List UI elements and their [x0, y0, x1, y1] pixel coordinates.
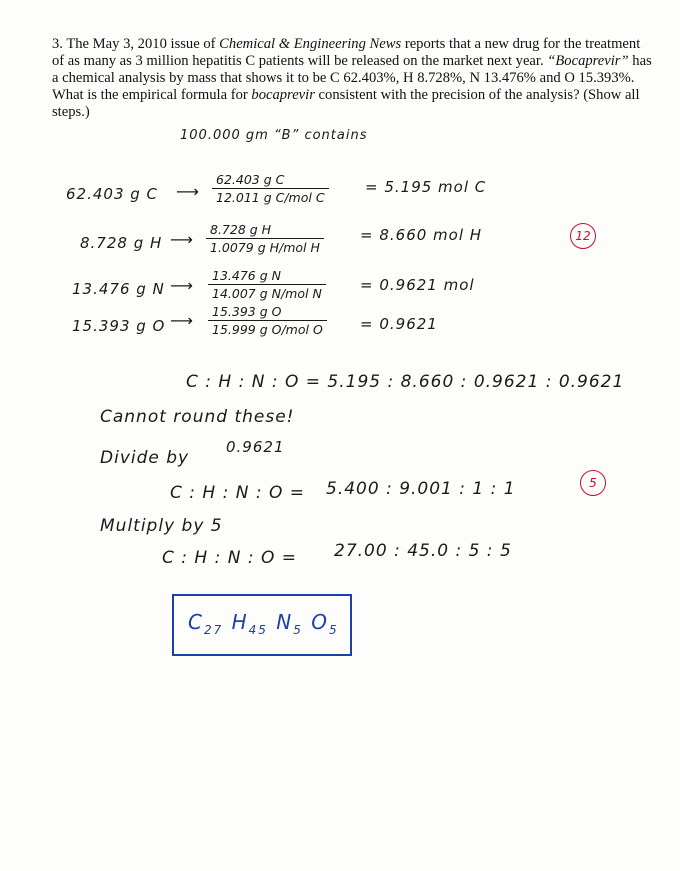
result-n: = 0.9621 mol [360, 276, 475, 294]
fraction-h-den: 1.0079 g H/mol H [210, 240, 320, 255]
formula-c: C [188, 610, 204, 634]
drug-name-quoted: “Bocaprevir” [547, 53, 629, 69]
score-circle-b: 5 [580, 470, 606, 496]
formula-o-count: 5 [329, 623, 339, 637]
work-header: 100.000 gm “B” contains [180, 128, 368, 143]
arrow-c: ⟶ [176, 182, 199, 201]
score-circle-a: 12 [570, 223, 596, 249]
multiply-label: Multiply by 5 [100, 516, 223, 536]
question-number: 3. [52, 36, 63, 52]
question-text-3: has a chemical analysis by mass that shows it to be C 62.403%, H 8.728%, N 13.476% and O 15.393%. What is the empirical formula for [52, 53, 652, 103]
fraction-h [206, 222, 324, 255]
arrow-h: ⟶ [170, 230, 193, 249]
fraction-n [208, 268, 326, 301]
result-c: = 5.195 mol C [365, 178, 487, 196]
ratio-1: C : H : N : O = 5.195 : 8.660 : 0.9621 : 0.9621 [186, 372, 625, 392]
question-text [52, 36, 652, 121]
fraction-c-den: 12.011 g C/mol C [216, 190, 325, 205]
divide-by-label: Divide by [100, 448, 190, 468]
mass-n: 13.476 g N [72, 280, 165, 298]
formula-n-count: 5 [293, 623, 303, 637]
fraction-c-num: 62.403 g C [212, 172, 329, 189]
arrow-n: ⟶ [170, 276, 193, 295]
cannot-round-note: Cannot round these! [100, 407, 295, 427]
fraction-o-num: 15.393 g O [208, 304, 327, 321]
question-text-2: reports that a new drug for the treatment of as many as 3 million hepatitis C patients will be released on the market next year. [52, 36, 641, 69]
divide-by-value: 0.9621 [226, 438, 285, 456]
fraction-o [208, 304, 327, 337]
question-text-1: The May 3, 2010 issue of [66, 36, 216, 52]
fraction-n-num: 13.476 g N [208, 268, 326, 285]
result-h: = 8.660 mol H [360, 226, 483, 244]
result-o: = 0.9621 [360, 315, 438, 333]
mass-h: 8.728 g H [80, 234, 163, 252]
mass-o: 15.393 g O [72, 317, 166, 335]
fraction-o-den: 15.999 g O/mol O [212, 322, 323, 337]
formula-c-count: 27 [203, 623, 224, 637]
fraction-n-den: 14.007 g N/mol N [212, 286, 322, 301]
formula-n: N [276, 610, 294, 634]
formula-h-count: 45 [248, 623, 268, 637]
mass-c: 62.403 g C [66, 185, 159, 203]
ratio-2-values: 5.400 : 9.001 : 1 : 1 [326, 479, 516, 499]
ratio-3-label: C : H : N : O = [162, 548, 298, 568]
drug-name: bocaprevir [251, 87, 315, 103]
answer-box [172, 594, 352, 656]
question-text-4: consistent with the precision of the analysis? (Show all steps.) [52, 87, 640, 120]
empirical-formula [188, 610, 339, 637]
fraction-h-num: 8.728 g H [206, 222, 324, 239]
fraction-c [212, 172, 329, 205]
ratio-3-values: 27.00 : 45.0 : 5 : 5 [334, 541, 512, 561]
formula-o: O [311, 610, 330, 634]
ratio-2-label: C : H : N : O = [170, 483, 306, 503]
arrow-o: ⟶ [170, 311, 193, 330]
journal-name: Chemical & Engineering News [219, 36, 402, 52]
formula-h: H [231, 610, 249, 634]
